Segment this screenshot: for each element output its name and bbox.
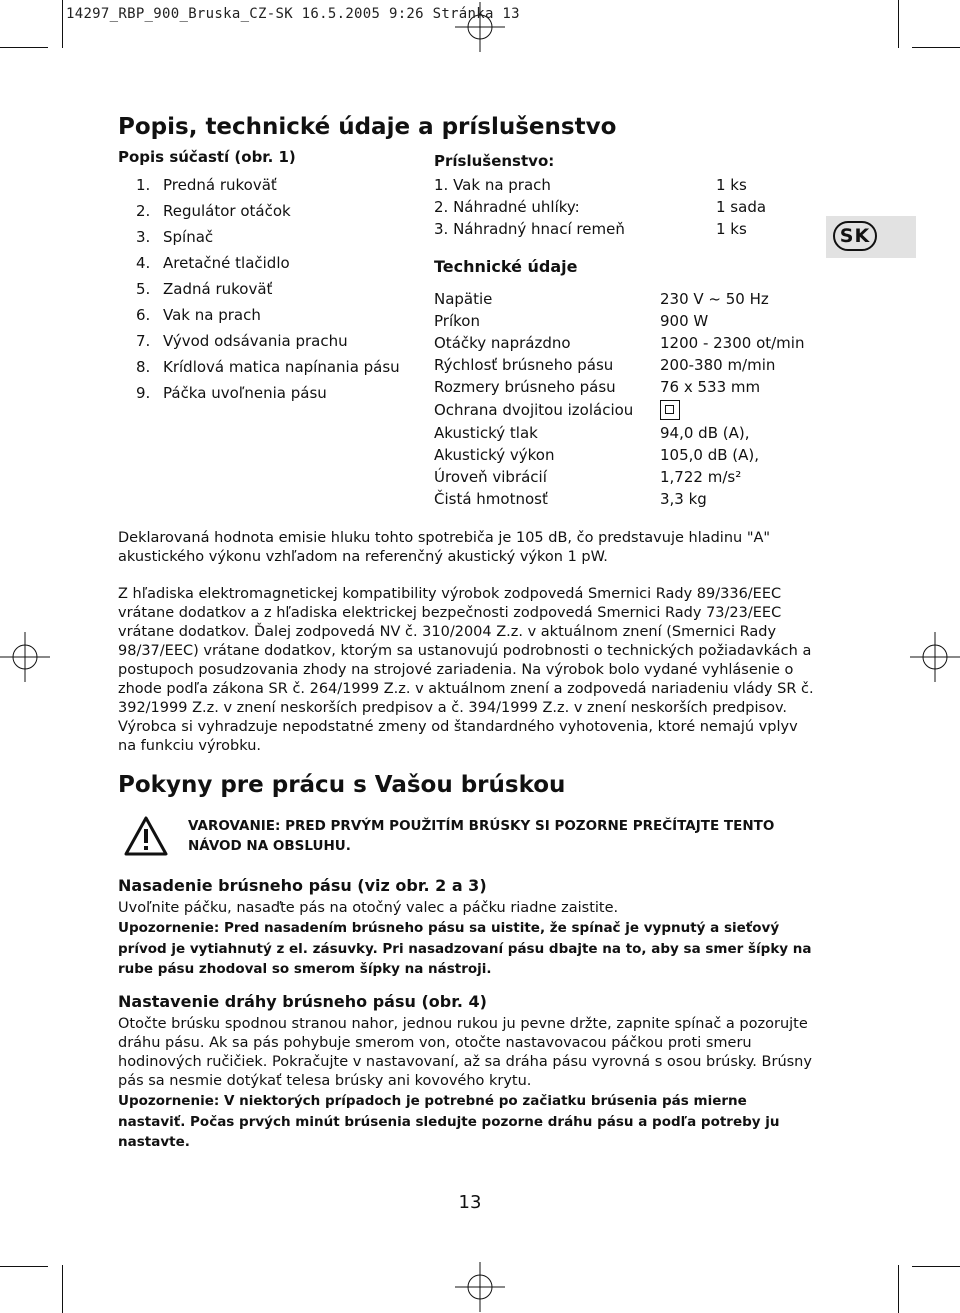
- table-row: Úroveň vibrácií 1,722 m/s²: [434, 468, 742, 486]
- belt-mount-section: [118, 876, 818, 980]
- print-slug: 14297_RBP_900_Bruska_CZ-SK 16.5.2005 9:26 Stránka 13: [66, 6, 520, 22]
- list-item: 4. Aretačné tlačidlo: [136, 254, 290, 272]
- table-row: Napätie 230 V ~ 50 Hz: [434, 290, 769, 308]
- accessories-heading: Príslušenstvo:: [434, 152, 555, 170]
- belt-track-section: [118, 992, 818, 1153]
- registration-mark-left: [0, 632, 50, 682]
- table-row: Akustický výkon 105,0 dB (A),: [434, 446, 760, 464]
- list-item: 3. Náhradný hnací remeň 1 ks: [434, 220, 747, 238]
- instructions-heading: Pokyny pre prácu s Vašou brúskou: [118, 772, 566, 798]
- emc-paragraph: Z hľadiska elektromagnetickej kompatibility výrobok zodpovedá Smernici Rady 89/336/EEC vrátane dodatkov a z hľadiska elektrickej bezpečnosti zodpovedá Smernici Rady 73/23/EEC vrátane dodatkov. Ďalej zodpovedá NV č. 310/2004 Z.z. v aktuálnom znení (Smernici Rady 98/37/EEC) vrátane dodatkov, ktorým sa ustanovujú podrobnosti o technických požiadavkách a postupoch posudzovania zhody na strojové zariadenia. Na výrobok bolo vydané vyhlásenie o zhode podľa zákona SR č. 264/1999 Z.z. v aktuálnom znení a zodpovedá nariadeniu vlády SR č. 392/1999 Z.z. v znení neskorších predpisov a č. 394/1999 Z.z. v znení neskorších predpisov. Výrobca si vyhradzuje nepodstatné zmeny od štandardného vyhotovenia, ktoré nemajú vplyv na funkciu výrobku.: [118, 586, 814, 754]
- list-item: 2. Regulátor otáčok: [136, 202, 291, 220]
- warning-icon: [124, 816, 168, 856]
- double-insulation-icon: [660, 400, 680, 420]
- language-badge: SK: [833, 221, 877, 251]
- belt-track-note: Upozornenie: V niektorých prípadoch je potrebné po začiatku brúsenia pás mierne nastaviť. Počas prvých minút brúsenia sledujte pozorne dráhu pásu a podľa potreby ju nastavte.: [118, 1093, 780, 1150]
- belt-mount-note: Upozornenie: Pred nasadením brúsneho pásu sa uistite, že spínač je vypnutý a sieťový prívod je vytiahnutý z el. zásuvky. Pri nasadzovaní pásu dbajte na to, aby sa smer šípky na rube pásu zhodoval so smerom šípky na nástroji.: [118, 920, 812, 977]
- table-row: Rozmery brúsneho pásu 76 x 533 mm: [434, 378, 761, 396]
- table-row: Otáčky naprázdno 1200 - 2300 ot/min: [434, 334, 805, 352]
- parts-section: [118, 148, 408, 406]
- list-item: 1. Predná rukoväť: [136, 176, 277, 194]
- page-title: Popis, technické údaje a príslušenstvo: [118, 114, 617, 140]
- list-item: 9. Páčka uvoľnenia pásu: [136, 384, 327, 402]
- list-item: 5. Zadná rukoväť: [136, 280, 273, 298]
- page-number: 13: [458, 1192, 482, 1213]
- accessories-section: [434, 150, 834, 240]
- list-item: 7. Vývod odsávania prachu: [136, 332, 348, 350]
- list-item: 6. Vak na prach: [136, 306, 261, 324]
- list-item: 8. Krídlová matica napínania pásu: [136, 358, 400, 376]
- warning-text: VAROVANIE: PRED PRVÝM POUŽITÍM BRÚSKY SI POZORNE PREČÍTAJTE TENTO NÁVOD NA OBSLUHU.: [188, 818, 775, 854]
- registration-mark-right: [910, 632, 960, 682]
- registration-mark-bottom: [455, 1262, 505, 1312]
- noise-paragraph: Deklarovaná hodnota emisie hluku tohto spotrebiča je 105 dB, čo predstavuje hladinu "A" akustického výkonu vzhľadom na referenčný akustický výkon 1 pW.: [118, 530, 771, 565]
- belt-mount-text: Uvoľnite páčku, nasaďte pás na otočný valec a páčku riadne zaistite.: [118, 900, 619, 916]
- list-item: 3. Spínač: [136, 228, 214, 246]
- tech-heading: Technické údaje: [434, 257, 578, 276]
- table-row: Akustický tlak 94,0 dB (A),: [434, 424, 750, 442]
- belt-track-text: Otočte brúsku spodnou stranou nahor, jednou rukou ju pevne držte, zapnite spínač a pozorujte dráhu pásu. Ak sa pás pohybuje smerom von, otočte nastavovacou páčkou proti smeru hodinových ručičiek. Pokračujte v nastavovaní, až sa dráha pásu vyrovná s osou brúsky. Brúsny pás sa nesmie dotýkať telesa brúsky ani kovového krytu.: [118, 1016, 812, 1089]
- table-row: Ochrana dvojitou izoláciou: [434, 398, 834, 422]
- language-tab: [826, 216, 916, 258]
- table-row: Príkon 900 W: [434, 312, 709, 330]
- technical-data-section: [434, 256, 834, 510]
- table-row: Čistá hmotnosť 3,3 kg: [434, 490, 707, 508]
- table-row: Rýchlosť brúsneho pásu 200-380 m/min: [434, 356, 776, 374]
- belt-mount-heading: Nasadenie brúsneho pásu (viz obr. 2 a 3): [118, 876, 487, 895]
- parts-heading: Popis súčastí (obr. 1): [118, 148, 296, 166]
- parts-list: [118, 172, 408, 406]
- belt-track-heading: Nastavenie dráhy brúsneho pásu (obr. 4): [118, 992, 487, 1011]
- list-item: 1. Vak na prach 1 ks: [434, 176, 747, 194]
- list-item: 2. Náhradné uhlíky: 1 sada: [434, 198, 767, 216]
